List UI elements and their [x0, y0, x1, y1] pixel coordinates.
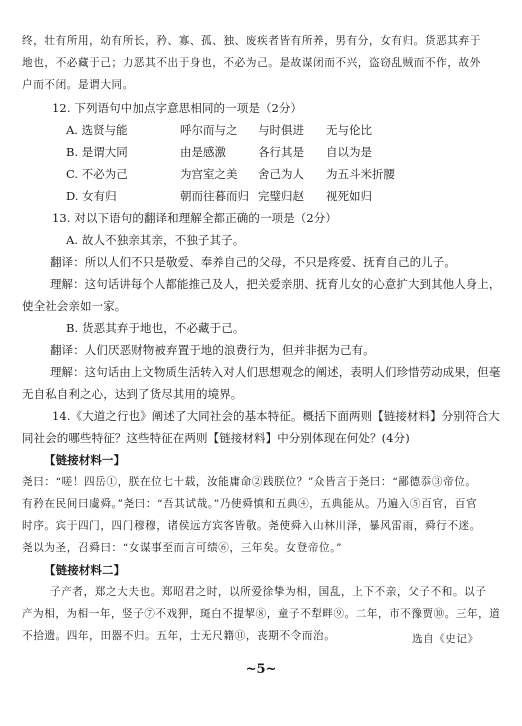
- option-c-item-2: 为宫室之美: [180, 167, 238, 181]
- question-13-b-translation: 翻译：人们厌恶财物被弃置于地的浪费行为，但并非据为己有。: [50, 343, 375, 357]
- option-b-item-2: 由是感激: [180, 145, 226, 159]
- link-material-1-line: 时序。宾于四门，四门穆穆，诸侯远方宾客皆敬。尧使舜入山林川泽，暴风雷雨，舜行不迷。: [22, 520, 481, 532]
- passage-line: 户而不闭。是谓大同。: [22, 79, 134, 91]
- passage-line: 地也，不必藏于己；力恶其不出于身也，不必为己。是故谋闭而不兴，盗窃乱贼而不作，故外: [22, 57, 481, 69]
- option-a-item-4: 无与伦比: [326, 123, 372, 137]
- option-c-item-1: C. 不必为己: [66, 167, 128, 181]
- option-d-item-1: D. 女有归: [66, 189, 117, 203]
- option-b-item-4: 自以为是: [326, 145, 372, 159]
- question-13-option-b: B. 货恶其弃于地也，不必藏于己。: [66, 321, 245, 335]
- option-d-item-2: 朝而往暮而归: [180, 189, 249, 203]
- question-13-a-understanding: 理解：这句话讲每个人都能推己及人，把关爱亲朋、抚育儿女的心意扩大到其他人身上，: [50, 277, 501, 291]
- question-13-stem: 13. 对以下语句的翻译和理解全都正确的一项是（2分）: [52, 211, 337, 225]
- link-material-1-line: 有矜在民间曰虞舜。”尧曰：“吾其试哉。”乃使舜慎和五典④，五典能从。乃遍入⑤百官，百官: [22, 498, 478, 510]
- source-citation: 选自《史记》: [412, 633, 479, 645]
- link-material-2-title: 【链接材料二】: [44, 563, 126, 577]
- question-13-a-translation: 翻译：所以人们不只是敬爱、奉养自己的父母，不只是疼爱、抚育自己的儿子。: [50, 255, 456, 269]
- passage-line: 终，壮有所用，幼有所长，矜、寡、孤、独、废疾者皆有所养，男有分，女有归。货恶其弃于: [22, 35, 481, 47]
- question-13-b-understanding-cont: 无自私自利之心，达到了货尽其用的境界。: [22, 387, 243, 401]
- option-a-item-3: 与时俱进: [258, 123, 304, 137]
- question-13-b-understanding: 理解：这句话由上文物质生活转入对人们思想观念的阐述，表明人们珍惜劳动成果，但毫: [50, 365, 501, 379]
- option-a-item-2: 呼尔而与之: [180, 123, 238, 137]
- link-material-1-title: 【链接材料一】: [44, 453, 126, 467]
- link-material-2-line: 子产者，郑之大夫也。郑昭君之时，以所爱徐挚为相，国乱，上下不亲，父子不和。以子: [50, 586, 487, 598]
- question-13-a-understanding-cont: 使全社会亲如一家。: [22, 299, 127, 313]
- question-14-stem-cont: 同社会的哪些特征？这些特征在两则【链接材料】中分别体现在何处？(4分): [22, 431, 410, 445]
- link-material-2-line: 产为相，为相一年，竖子⑦不戏狎，斑白不提挈⑧，童子不犁畔⑨。二年，市不豫贾⑩。三年，道: [22, 608, 501, 620]
- option-b-item-3: 各行其是: [258, 145, 304, 159]
- page-number: ~5~: [245, 662, 277, 677]
- option-c-item-3: 舍己为人: [258, 167, 304, 181]
- question-12-stem: 12. 下列语句中加点字意思相同的一项是（2分）: [52, 101, 303, 115]
- question-13-option-a: A. 故人不独亲其亲，不独子其子。: [66, 233, 245, 247]
- question-14-stem: 14.《大道之行也》阐述了大同社会的基本特征。概括下面两则【链接材料】分别符合大: [52, 409, 500, 423]
- option-c-item-4: 为五斗米折腰: [326, 167, 395, 181]
- link-material-2-line: 不拾遗。四年，田器不归。五年，士无尺籍⑪，丧期不令而治。: [22, 630, 336, 642]
- link-material-1-line: 尧以为圣，召舜曰：“女谋事至而言可绩⑥，三年矣。女登帝位。”: [22, 542, 343, 554]
- option-a-item-1: A. 选贤与能: [66, 123, 128, 137]
- option-d-item-3: 完璧归赵: [258, 189, 304, 203]
- option-d-item-4: 视死如归: [326, 189, 372, 203]
- option-b-item-1: B. 是谓大同: [66, 145, 128, 159]
- link-material-1-line: 尧曰：“嗟！四岳①，朕在位七十载，汝能庸命②践朕位？”众皆言于尧曰：“鄙德忝③帝位。: [22, 476, 477, 488]
